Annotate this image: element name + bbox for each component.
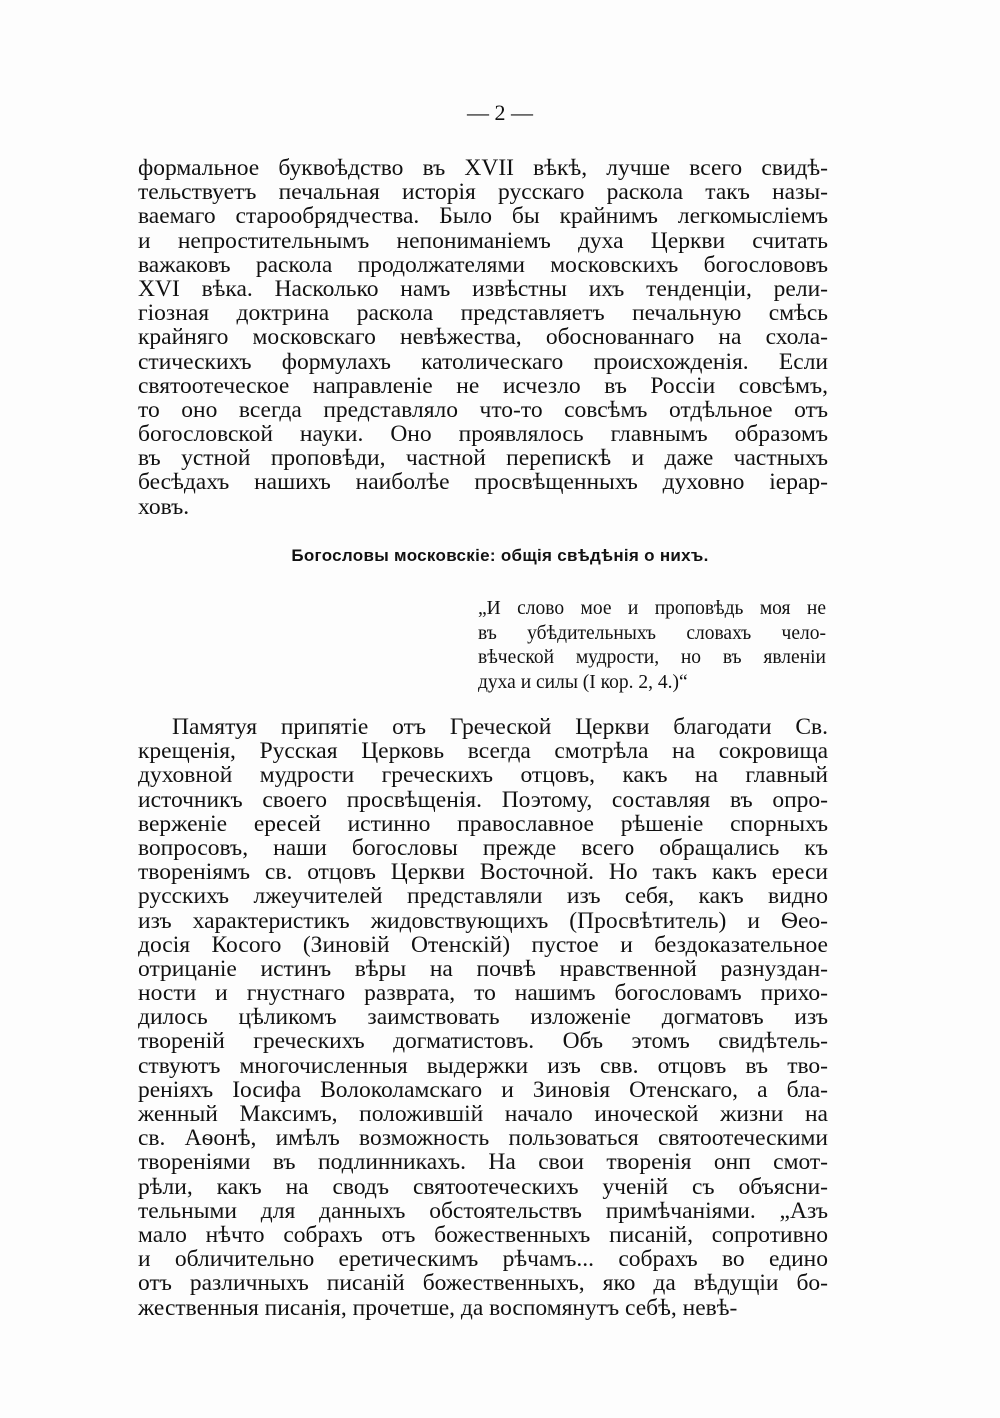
text-line: отъ различныхъ писаній божественныхъ, яко да вѣдущіи бо-: [138, 1270, 828, 1297]
text-line: ности и гнустнаго разврата, то нашимъ богословамъ прихо-: [138, 980, 828, 1007]
text-line: гіозная доктрина раскола представляетъ печальную смѣсь: [138, 300, 828, 327]
text-line: крайняго московскаго невѣжества, обоснованнаго на схола-: [138, 324, 828, 351]
text-line: мало нѣчто собрахъ отъ божественныхъ писаній, сопротивно: [138, 1221, 828, 1248]
text-line: дилось цѣликомъ заимствовать изложеніе догматовъ изъ: [138, 1004, 828, 1031]
text-line: тельствуетъ печальная исторія русскаго раскола такъ назы-: [138, 179, 828, 206]
text-line: верженіе ересей истинно православное рѣшеніе спорныхъ: [138, 810, 828, 837]
text-line: досія Косого (Зиновій Отенскій) пустое и бездоказательное: [138, 931, 828, 958]
text-line: и обличительно еретическимъ рѣчамъ... собрахъ во едино: [138, 1246, 828, 1273]
page-number: — 2 —: [467, 100, 533, 125]
text-line: твореніями въ подлинникахъ. На свои творенія онп смот-: [138, 1149, 828, 1176]
epigraph-line: духа и силы (I кор. 2, 4.)“: [478, 671, 688, 693]
text-line: св. Аѳонѣ, имѣлъ возможность пользоваться святоотеческими: [138, 1125, 828, 1152]
paragraph-2: [138, 715, 828, 1320]
text-line: то оно всегда представляло что-то совсѣмъ отдѣльное отъ: [138, 396, 828, 423]
text-line: стическихъ формулахъ католическаго происхожденія. Если: [138, 348, 828, 375]
text-line: твореніямъ св. отцовъ Церкви Восточной. Но такъ какъ ереси: [138, 859, 828, 886]
text-line: ховъ.: [138, 493, 190, 520]
text-line: святоотеческое направленіе не исчезло въ Россіи совсѣмъ,: [138, 372, 828, 399]
text-line: отрицаніе истинъ вѣры на почвѣ нравственной разнуздан-: [138, 955, 828, 982]
text-line: русскихъ лжеучителей представляли изъ себя, какъ видно: [138, 883, 828, 910]
epigraph-line: „И слово мое и проповѣдь моя не: [478, 598, 826, 619]
text-line: реніяхъ Іосифа Волоколамскаго и Зиновія Отенскаго, а бла-: [138, 1076, 828, 1103]
text-line: духовной мудрости греческихъ отцовъ, какъ на главный: [138, 762, 828, 789]
text-line: твореній греческихъ догматистовъ. Объ этомъ свидѣтель-: [138, 1028, 828, 1055]
text-line: тельными для данныхъ обстоятельствъ примѣчаніями. „Азъ: [138, 1197, 828, 1224]
text-line: источникъ своего просвѣщенія. Поэтому, составляя въ опро-: [138, 786, 828, 813]
text-line: формальное буквоѣдство въ XVII вѣкѣ, лучше всего свидѣ-: [138, 155, 828, 181]
text-line: жественныя писанія, прочетше, да воспомянутъ себѣ, невѣ-: [138, 1294, 738, 1321]
section-heading: Богословы московскіе: общія свѣдѣнія о нихъ.: [291, 546, 709, 565]
text-line: важаковъ раскола продолжателями московскихъ богослововъ: [138, 251, 828, 278]
epigraph-quote: [478, 597, 826, 695]
text-line: вопросовъ, наши богословы прежде всего обращались къ: [138, 834, 828, 861]
paragraph-1: [138, 156, 828, 519]
epigraph-line: въ убѣдительныхъ словахъ чело-: [478, 622, 826, 644]
text-line: въ устной проповѣди, частной перепискѣ и даже частныхъ: [138, 445, 828, 472]
epigraph-line: вѣческой мудрости, но въ явленіи: [478, 647, 826, 668]
text-line: рѣли, какъ на сводъ святоотеческихъ ученій съ объясни-: [138, 1173, 828, 1200]
text-line: ваемаго старообрядчества. Было бы крайнимъ легкомысліемъ: [138, 203, 828, 230]
text-line: бесѣдахъ нашихъ наиболѣе просвѣщенныхъ духовно іерар-: [138, 469, 828, 496]
text-line: крещенія, Русская Церковь всегда смотрѣла на сокровища: [138, 738, 828, 765]
text-line: богословской науки. Оно проявлялось главнымъ образомъ: [138, 421, 828, 448]
text-line: Памятуя припятіе отъ Греческой Церкви благодати Св.: [172, 714, 828, 740]
text-line: изъ характеристикъ жидовствующихъ (Просвѣтитель) и Ѳео-: [138, 907, 828, 934]
text-line: женный Максимъ, положившій начало иноческой жизни на: [138, 1101, 828, 1127]
text-line: ствуютъ многочисленныя выдержки изъ свв. отцовъ въ тво-: [138, 1052, 828, 1079]
text-line: XVI вѣка. Насколько намъ извѣстны ихъ тенденціи, рели-: [138, 275, 828, 302]
text-line: и непростительнымъ непониманіемъ духа Церкви считать: [138, 227, 828, 254]
